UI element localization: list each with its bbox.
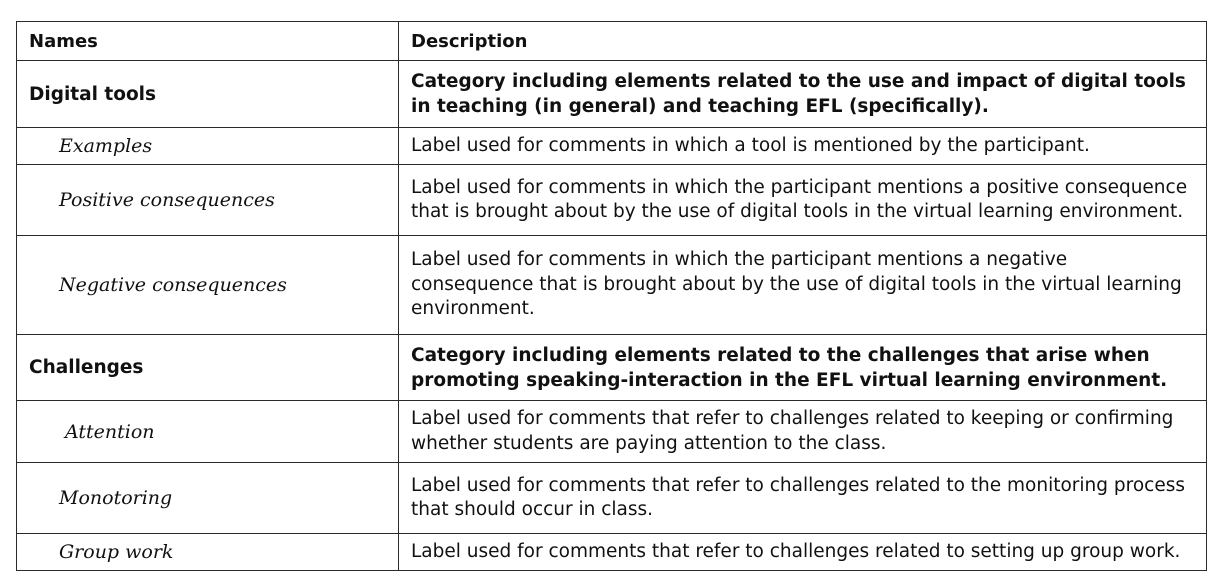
label-description: Label used for comments that refer to challenges related to keeping or confirming whether students are paying attention to the class.	[399, 401, 1207, 463]
label-name: Examples	[17, 128, 399, 165]
label-name: Positive consequences	[17, 165, 399, 236]
header-description: Description	[399, 22, 1207, 61]
label-description: Label used for comments that refer to challenges related to the monitoring process that should occur in class.	[399, 463, 1207, 534]
table-row	[17, 236, 1207, 335]
table-row	[17, 401, 1207, 463]
category-description: Category including elements related to the challenges that arise when promoting speaking-interaction in the EFL virtual learning environment.	[399, 335, 1207, 401]
label-name: Group work	[17, 534, 399, 571]
label-description: Label used for comments in which the participant mentions a positive consequence that is brought about by the use of digital tools in the virtual learning environment.	[399, 165, 1207, 236]
header-row	[17, 22, 1207, 61]
header-names: Names	[17, 22, 399, 61]
table-row	[17, 335, 1207, 401]
codebook-table	[16, 21, 1207, 571]
category-description: Category including elements related to the use and impact of digital tools in teaching (in general) and teaching EFL (specifically).	[399, 61, 1207, 128]
label-description: Label used for comments in which a tool is mentioned by the participant.	[399, 128, 1207, 165]
table-row	[17, 463, 1207, 534]
table-row	[17, 128, 1207, 165]
table-row	[17, 61, 1207, 128]
label-name: Monotoring	[17, 463, 399, 534]
table-row	[17, 165, 1207, 236]
category-name: Challenges	[17, 335, 399, 401]
label-description: Label used for comments in which the participant mentions a negative consequence that is brought about by the use of digital tools in the virtual learning environment.	[399, 236, 1207, 335]
label-name: Attention	[17, 401, 399, 463]
category-name: Digital tools	[17, 61, 399, 128]
label-name: Negative consequences	[17, 236, 399, 335]
table-row	[17, 534, 1207, 571]
label-description: Label used for comments that refer to challenges related to setting up group work.	[399, 534, 1207, 571]
